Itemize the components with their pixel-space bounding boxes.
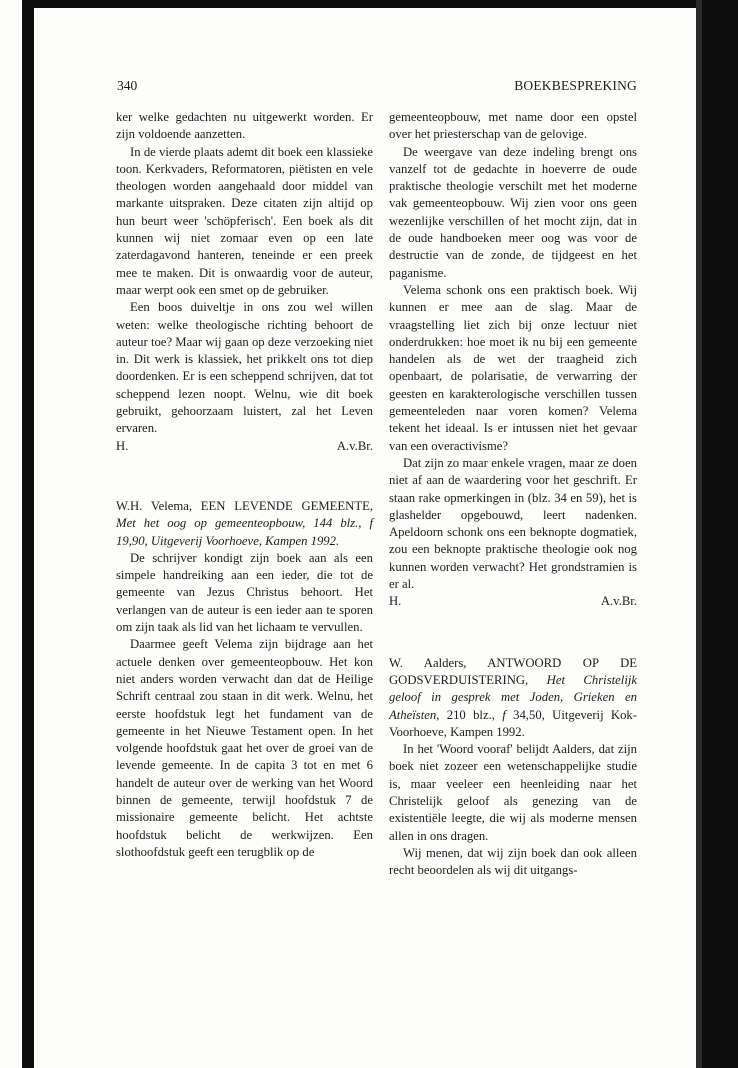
paragraph: In het 'Woord vooraf' belijdt Aalders, dat zijn boek niet zozeer een wetenschappelijke studie is, maar veeleer een heenleiding naar het Christelijk geloof als genezing van de existentiële leegte, die wij als moderne mensen allen in ons dragen. <box>389 742 637 843</box>
review-entry-pages: 210 blz., <box>446 707 495 722</box>
signature-line <box>389 593 637 610</box>
review-entry-header <box>389 655 637 741</box>
review-entry-publisher: 34,50, Uitgeverij Kok-Voorhoeve, Kampen 1992. <box>389 707 637 739</box>
review-entry-details: Met het oog op gemeenteopbouw, 144 blz., f 19,90, Uitgeverij Voorhoeve, Kampen 1992. <box>116 516 373 548</box>
paragraph: Dat zijn zo maar enkele vragen, maar ze doen niet af aan de waardering voor het geschrift. Er staan rake opmerkingen in (blz. 34 en 59), het is glashelder opgebouwd, leert nadenken. Apeldoorn schonk ons een beknopte dogmatiek, zou een beknopte praktische theologie ook nog kunnen worden verwacht? Het grondstramien is er al. <box>389 455 637 592</box>
signature-author: A.v.Br. <box>600 594 637 609</box>
review-entry-header <box>116 498 373 550</box>
scan-edge-top <box>30 0 700 8</box>
paragraph: De schrijver kondigt zijn boek aan als een simpele handreiking aan een ieder, die tot de gemeente van Jezus Christus behoort. Het verlangen van de auteur is een ieder aan te sporen om zijn taak als lid van het lichaam te vervullen. <box>116 550 373 635</box>
scan-edge-right <box>698 0 738 1068</box>
right-column <box>389 109 637 879</box>
signature-initial: H. <box>389 594 402 609</box>
scan-edge-left <box>22 0 34 1068</box>
section-gap <box>389 611 637 655</box>
review-entry-subtitle: Het Christelijk geloof in gesprek met Joden, Grieken en Atheïsten, <box>389 672 638 722</box>
signature-author: A.v.Br. <box>336 438 373 453</box>
paragraph: Een boos duiveltje in ons zou wel willen weten: welke theologische richting behoort de auteur toe? Maar wij gaan op deze verzoeking niet in. Dit werk is klassiek, het prikkelt ons tot diep doordenken. Er is een scheppend schrijven, dat tot scheppend lezen noopt. Welnu, wie dit boek gebruikt, gehoorzaam luistert, zal het Leven ervaren. <box>116 300 373 436</box>
review-entry-title: W. Aalders, ANTWOORD OP DE GODSVERDUISTERING, <box>389 655 637 687</box>
running-head: BOEKBESPREKING <box>514 78 637 93</box>
signature-line <box>116 438 373 455</box>
paragraph: gemeenteopbouw, met name door een opstel over het priesterschap van de gelovige. <box>389 110 637 142</box>
paragraph: In de vierde plaats ademt dit boek een klassieke toon. Kerkvaders, Reformatoren, piëtisten en vele theologen worden aangehaald door middel van markante uitspraken. Deze citaten zijn altijd op hun beurt weer 'schöpferisch'. Een boek als dit kunnen wij niet zomaar even op een late zaterdagavond hanteren, teneinde er een preek mee te maken. Dit is onwaardig voor de auteur, maar werpt ook een smet op de gebruiker. <box>116 144 373 297</box>
signature-initial: H. <box>116 438 129 453</box>
paragraph: De weergave van deze indeling brengt ons vanzelf tot de gedachte in hoeverre de oude praktische theologie verschilt met het moderne vak gemeenteopbouw. Wij zien voor ons geen wezenlijke verschillen of het mocht zijn, dat in de oude handboeken meer oog was voor de destructie van de zonde, de tijdgeest en het paganisme. <box>389 144 637 280</box>
review-entry-currency: f <box>502 707 506 722</box>
left-column <box>116 109 373 861</box>
paragraph: Daarmee geeft Velema zijn bijdrage aan het actuele denken over gemeenteopbouw. Het kon niet anders worden verwacht dan dat de Heilige Schrift centraal zou staan in dit werk. Welnu, het eerste hoofdstuk legt het fundament van de gemeente in het Nieuwe Testament open. In het volgende hoofdstuk gaat het over de groei van de levende gemeente. In de capita 3 tot en met 6 handelt de auteur over de werking van het Woord binnen de gemeente, terwijl hoofdstuk 7 de missionaire gemeente belicht. Het achtste hoofdstuk belicht de werkwijzen. Een slothoofdstuk geeft een terugblik op de <box>116 637 373 859</box>
scan-edge-right-inner <box>696 0 702 1068</box>
page-number: 340 <box>117 78 138 93</box>
paragraph: ker welke gedachten nu uitgewerkt worden. Er zijn voldoende aanzetten. <box>116 110 373 142</box>
section-gap <box>116 455 373 498</box>
paragraph: Velema schonk ons een praktisch boek. Wij kunnen er mee aan de slag. Maar de vraagstelling liet zich bij onze lectuur niet onderdrukken: hoe moet ik nu bij een gemeente handelen als de wet der traagheid zich openbaart, de polarisatie, de verwarring der geesten en karakterologische verschillen tussen gemeenteleden naar voren komen? Velema tekent het ideaal. Is er intussen niet het gevaar van een overactivisme? <box>389 282 637 453</box>
paragraph: Wij menen, dat wij zijn boek dan ook alleen recht beoordelen als wij dit uitgangs- <box>389 845 637 878</box>
review-entry-title: W.H. Velema, EEN LEVENDE GEMEENTE, <box>116 498 373 513</box>
